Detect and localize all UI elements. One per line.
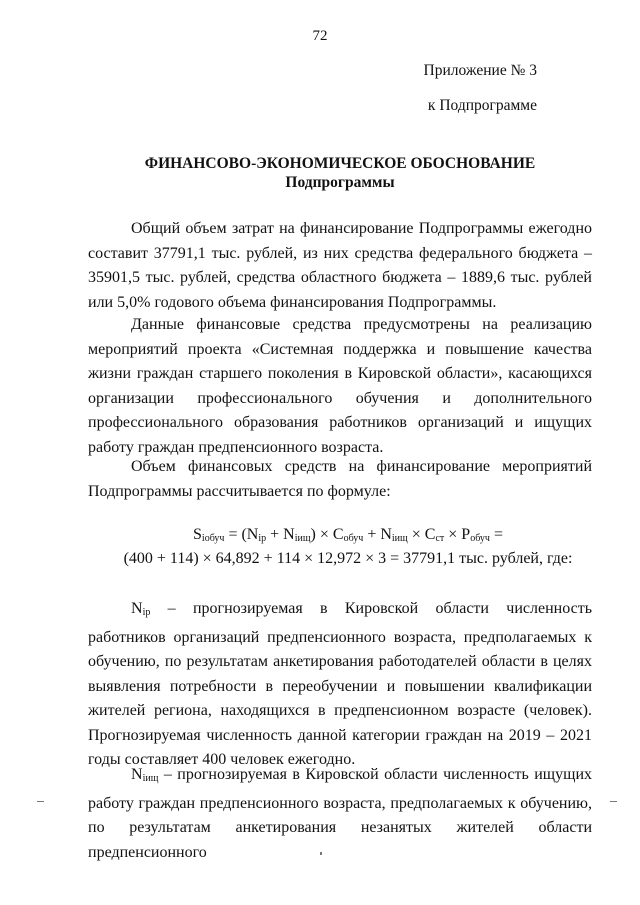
title-line-1: ФИНАНСОВО-ЭКОНОМИЧЕСКОЕ ОБОСНОВАНИЕ [144,155,536,172]
formula-part: = (N [224,526,259,543]
title-line-2: Подпрограммы [285,174,395,191]
formula-subscript: обуч [470,533,490,544]
appendix-target: к Подпрограмме [427,97,537,114]
paragraph-text: Объем финансовых средств на финансирование мероприятий Подпрограммы рассчитывается по формуле: [88,458,592,500]
formula-part: × P [444,526,471,543]
definition-niish [88,763,592,865]
formula-part: ) × C [310,526,344,543]
definition-symbol: N [131,600,143,617]
scan-mark [610,801,617,802]
formula-part: + N [363,526,392,543]
formula-symbol: S [193,526,202,543]
formula-subscript: iобуч [201,533,225,544]
appendix-label: Приложение № 3 [423,62,537,79]
paragraph-formula-intro [88,455,592,504]
formula-subscript: ст [435,533,445,544]
formula-line-2: (400 + 114) × 64,892 + 114 × 12,972 × 3 = 37791,1 тыс. рублей, где: [123,550,573,567]
document-title [0,154,640,192]
definition-subscript: ip [142,607,151,618]
formula-part: × C [407,526,436,543]
formula-subscript: iищ [294,533,311,544]
formula-part: + N [266,526,295,543]
formula-subscript: ip [258,533,267,544]
formula-subscript: iищ [391,533,408,544]
scan-mark [37,801,44,802]
paragraph-total-costs [88,217,592,315]
page-number: 72 [312,28,328,44]
definition-text [88,763,592,865]
definition-text [88,597,592,773]
definition-symbol: N [131,766,143,783]
paragraph-funds-purpose [88,313,592,460]
paragraph-text: Данные финансовые средства предусмотрены на реализацию мероприятий проекта «Системная поддержка и повышение качества жизни граждан старшего поколения в Кировской области», касающихся организации профессионального обучения и дополнительного профессионального образования работников организаций и ищущих работу граждан предпенсионного возраста. [88,316,592,456]
definition-nip [88,597,592,773]
paragraph-text: Общий объем затрат на финансирование Подпрограммы ежегодно составит 37791,1 тыс. рублей, из них средства федерального бюджета – 35901,5 тыс. рублей, средства областного бюджета – 1889,6 тыс. рублей или 5,0% годового объема финансирования Подпрограммы. [88,220,592,311]
formula-part: = [489,526,503,543]
formula-subscript: обуч [343,533,364,544]
scan-mark [320,852,322,855]
definition-body: – прогнозируемая в Кировской области численность работников организаций предпенсионного возраста, предполагаемых к обучению, по результатам анкетирования работодателей области в целях выявления потребности в переобучении и повышении квалификации жителей региона, находящихся в предпенсионном возрасте (человек). Прогнозируемая численность данной категории граждан на 2019 – 2021 годы составляет 400 человек ежегодно. [88,600,592,768]
definition-body: – прогнозируемая в Кировской области численность ищущих работу граждан предпенсионного возраста, предполагаемых к обучению, по результатам анкетирования незанятых жителей области предпенсионного [88,766,592,861]
definition-subscript: iищ [142,773,159,784]
